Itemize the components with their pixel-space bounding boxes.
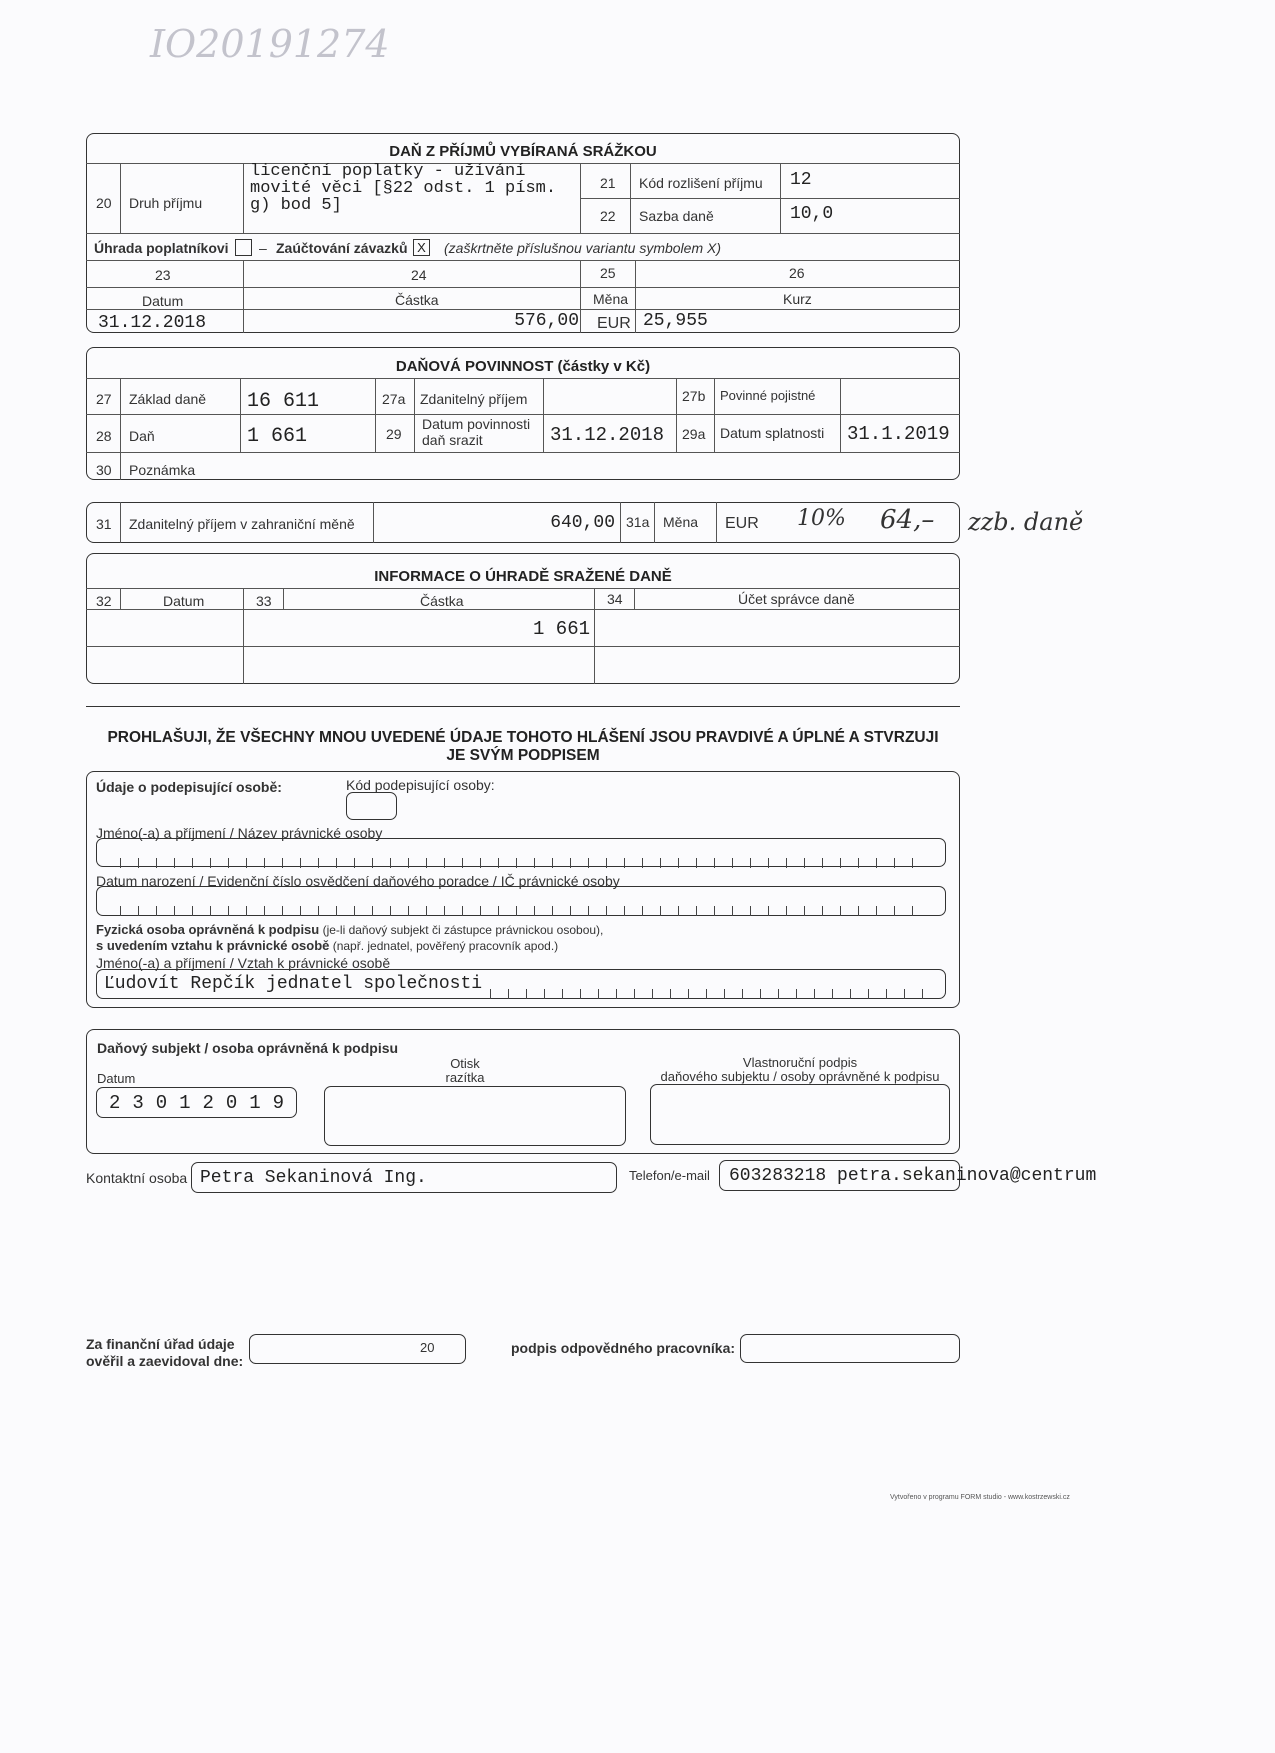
date-digit: 2 xyxy=(108,1091,121,1114)
c26-number: 26 xyxy=(789,265,805,281)
signer-name-ticks xyxy=(120,858,930,868)
date-digit: 3 xyxy=(132,1091,144,1114)
signature-label-line1: Vlastnoruční podpis xyxy=(742,1055,858,1070)
date-value[interactable]: 31.12.2018 xyxy=(98,313,207,333)
payment-checkbox[interactable] xyxy=(235,239,252,256)
section4-title: INFORMACE O ÚHRADĚ SRAŽENÉ DANĚ xyxy=(374,568,672,585)
r28-number: 28 xyxy=(96,428,112,444)
c33-number: 33 xyxy=(256,593,272,609)
foreign-currency-label: Měna xyxy=(663,514,699,530)
section2-title: DAŇOVÁ POVINNOST (částky v Kč) xyxy=(395,358,651,375)
relation-value: Ľudovít Repčík jednatel společnosti xyxy=(104,974,483,994)
payment-separator: – xyxy=(259,240,267,256)
phone-label: Telefon/e-mail xyxy=(629,1168,710,1183)
authorized-rest1: (je-li daňový subjekt či zástupce právnickou osobou), xyxy=(319,923,604,937)
date-digit: 9 xyxy=(272,1091,285,1114)
header-scribble: IO20191274 xyxy=(150,22,390,66)
accounting-label: Zaúčtování závazků xyxy=(276,240,408,256)
tax-value[interactable]: 1 661 xyxy=(247,425,308,448)
amount-value[interactable]: 576,00 xyxy=(514,311,579,331)
r29a-number: 29a xyxy=(682,426,706,442)
payment-date-label: Datum xyxy=(163,593,205,609)
relation-ticks xyxy=(490,989,930,999)
c25-number: 25 xyxy=(600,265,616,281)
subject-date-label: Datum xyxy=(97,1071,136,1086)
foreign-currency-value[interactable]: EUR xyxy=(725,515,759,532)
obligation-date-label-line2: daň srazit xyxy=(422,432,483,448)
date-label: Datum xyxy=(142,293,184,309)
payment-amount-label: Částka xyxy=(420,593,464,609)
authorized-bold1: Fyzická osoba oprávněná k podpisu xyxy=(96,922,320,937)
office-label-line2: ověřil a zaevidoval dne: xyxy=(86,1353,244,1369)
taxable-income-label: Zdanitelný příjem xyxy=(420,391,528,407)
tax-rate-label: Sazba daně xyxy=(639,208,714,224)
office-date-value: 20 xyxy=(420,1340,435,1355)
income-type-line2: movité věci [§22 odst. 1 písm. xyxy=(250,179,557,198)
date-digit: 0 xyxy=(155,1091,168,1114)
declaration-line1: PROHLAŠUJI, ŽE VŠECHNY MNOU UVEDENÉ ÚDAJE TOHOTO HLÁŠENÍ JSOU PRAVDIVÉ A ÚPLNÉ A STVRZUJI xyxy=(107,729,939,746)
footer-credit: Vytvořeno v programu FORM studio - www.kostrzewski.cz xyxy=(890,1494,1070,1501)
signer-name-label: Jméno(-a) a příjmení / Název právnické osoby xyxy=(96,825,383,841)
obligation-date-value[interactable]: 31.12.2018 xyxy=(550,424,665,446)
subject-date-input[interactable] xyxy=(96,1087,297,1118)
authorized-bold2: s uvedením vztahu k právnické osobě xyxy=(96,938,330,953)
phone-value: 603283218 petra.sekaninova@centrum xyxy=(729,1166,1097,1186)
signer-code-input[interactable] xyxy=(346,792,397,820)
date-digit: 0 xyxy=(225,1091,238,1114)
date-digit: 2 xyxy=(202,1091,214,1114)
due-date-value[interactable]: 31.1.2019 xyxy=(847,423,950,445)
income-type-line1: licenční poplatky - užívání xyxy=(250,162,526,181)
income-type-label: Druh příjmu xyxy=(129,195,203,211)
income-code-value[interactable]: 12 xyxy=(790,170,812,190)
stamp-area xyxy=(324,1086,626,1146)
contact-label: Kontaktní osoba xyxy=(86,1170,188,1186)
obligation-date-label xyxy=(422,416,530,448)
r27b-number: 27b xyxy=(682,388,706,404)
tax-base-label: Základ daně xyxy=(129,391,207,407)
subject-title: Daňový subjekt / osoba oprávněná k podpisu xyxy=(97,1040,399,1056)
income-type-value[interactable] xyxy=(250,163,556,214)
exchange-rate-label: Kurz xyxy=(783,291,812,307)
currency-value[interactable]: EUR xyxy=(597,315,631,332)
contact-value: Petra Sekaninová Ing. xyxy=(200,1168,427,1188)
r31a-number: 31a xyxy=(626,514,650,530)
stamp-label xyxy=(440,1057,490,1085)
authorized-note-line2 xyxy=(96,938,558,953)
date-digit: 1 xyxy=(249,1091,261,1114)
section1-title: DAŇ Z PŘÍJMŮ VYBÍRANÁ SRÁŽKOU xyxy=(389,143,657,160)
tax-account-label: Účet správce daně xyxy=(738,591,855,607)
currency-label: Měna xyxy=(593,291,629,307)
mandatory-insurance-label: Povinné pojistné xyxy=(720,388,816,403)
stamp-label-line1: Otisk xyxy=(450,1056,480,1071)
relation-label: Jméno(-a) a příjmení / Vztah k právnické osobě xyxy=(96,955,391,971)
date-digit: 1 xyxy=(179,1091,191,1114)
r27-number: 27 xyxy=(96,391,112,407)
amount-label: Částka xyxy=(395,292,439,308)
payment-label: Úhrada poplatníkovi xyxy=(94,240,229,256)
checkbox-hint: (zaškrtněte příslušnou variantu symbolem X) xyxy=(444,240,721,256)
due-date-label: Datum splatnosti xyxy=(720,425,825,441)
r29-number: 29 xyxy=(386,426,402,442)
r30-number: 30 xyxy=(96,462,112,478)
signature-label xyxy=(650,1056,950,1084)
birth-date-ticks xyxy=(120,906,930,916)
signature-label-line2: daňového subjektu / osoby oprávněné k podpisu xyxy=(660,1069,940,1084)
c24-number: 24 xyxy=(411,267,427,283)
worker-signature-input[interactable] xyxy=(740,1334,960,1363)
declaration-line2: JE SVÝM PODPISEM xyxy=(446,747,600,764)
foreign-income-value[interactable]: 640,00 xyxy=(550,513,615,533)
stamp-label-line2: razítka xyxy=(445,1070,485,1085)
r21-number: 21 xyxy=(600,175,616,191)
c32-number: 32 xyxy=(96,593,112,609)
tax-base-value[interactable]: 16 611 xyxy=(247,390,320,413)
signature-area[interactable] xyxy=(650,1084,950,1145)
income-type-line3: g) bod 5] xyxy=(250,196,342,215)
income-code-label: Kód rozlišení příjmu xyxy=(639,175,763,191)
note-label: Poznámka xyxy=(129,462,196,478)
r27a-number: 27a xyxy=(382,391,406,407)
r31-number: 31 xyxy=(96,516,112,532)
r20-number: 20 xyxy=(96,195,112,211)
c34-number: 34 xyxy=(607,591,623,607)
tax-label: Daň xyxy=(129,428,155,444)
obligation-date-label-line1: Datum povinnosti xyxy=(422,416,531,432)
payment-amount-value[interactable]: 1 661 xyxy=(532,618,590,640)
handwritten-amount: 64,– xyxy=(880,505,935,535)
handwritten-note: zzb. daně xyxy=(968,508,1084,536)
foreign-income-label: Zdanitelný příjem v zahraniční měně xyxy=(129,516,355,532)
accounting-checkbox[interactable]: X xyxy=(413,239,430,256)
authorized-rest2: (např. jednatel, pověřený pracovník apod.) xyxy=(329,939,559,953)
handwritten-rate: 10% xyxy=(797,506,846,531)
office-label-line1: Za finanční úřad údaje xyxy=(86,1336,235,1352)
signer-code-label: Kód podepisující osoby: xyxy=(346,777,495,793)
r22-number: 22 xyxy=(600,208,616,224)
tax-rate-value[interactable]: 10,0 xyxy=(790,204,834,224)
office-label xyxy=(86,1336,243,1370)
c23-number: 23 xyxy=(155,267,171,283)
authorized-note-line1 xyxy=(96,922,603,937)
worker-signature-label: podpis odpovědného pracovníka: xyxy=(511,1340,736,1356)
signer-title: Údaje o podepisující osobě: xyxy=(96,779,282,795)
birth-date-label: Datum narození / Evidenční číslo osvědčení daňového poradce / IČ právnické osoby xyxy=(96,873,620,889)
exchange-rate-value[interactable]: 25,955 xyxy=(643,311,708,331)
